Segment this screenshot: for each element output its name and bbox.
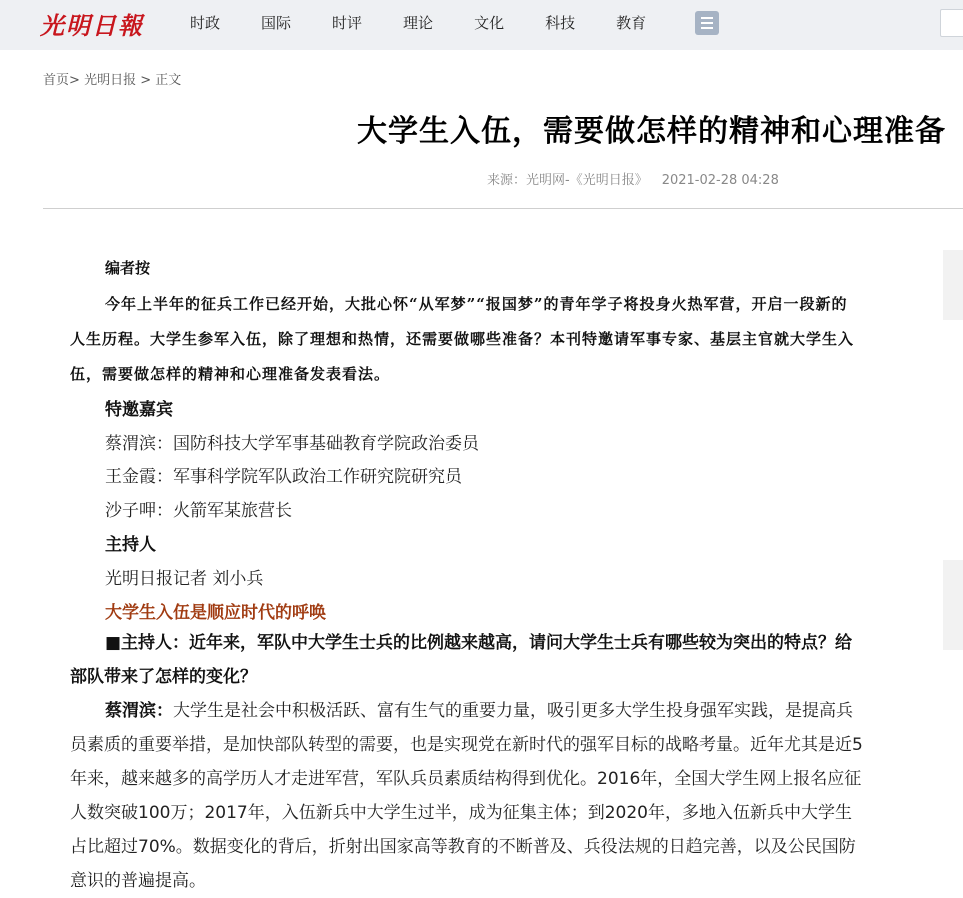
nav-item-culture[interactable]: 文化 — [474, 14, 505, 32]
answer-paragraph — [70, 694, 865, 898]
answer-text: 大学生是社会中积极活跃、富有生气的重要力量，吸引更多大学生投身强军实践，是提高兵员素质的重要举措，是加快部队转型的需要，也是实现党在新时代的强军目标的战略考量。近年尤其是近5年来，越来越多的高学历人才走进军营，军队兵员素质结构得到优化。2016年，全国大学生网上报名应征人数突破100万；2017年，入伍新兵中大学生过半，成为征集主体；到2020年，多地入伍新兵中大学生占比超过70%。数据变化的背后，折射出国家高等教育的不断普及、兵役法规的日趋完善，以及公民国防意识的普遍提高。 — [70, 701, 863, 891]
main-nav — [190, 12, 687, 33]
article-meta — [487, 169, 779, 188]
nav-item-international[interactable]: 国际 — [261, 14, 292, 32]
nav-item-education[interactable]: 教育 — [616, 14, 647, 32]
section-subheading: 大学生入伍是顺应时代的呼唤 — [105, 603, 326, 623]
nav-item-theory[interactable]: 理论 — [403, 14, 434, 32]
site-logo[interactable]: 光明日報 — [40, 11, 144, 40]
breadcrumb-current: 正文 — [155, 73, 182, 88]
editor-note: 今年上半年的征兵工作已经开始，大批心怀“从军梦”“报国梦”的青年学子将投身火热军营，开启一段新的人生历程。大学生参军入伍，除了理想和热情，还需要做哪些准备？本刊特邀请军事专家、基层主官就大学生入伍，需要做怎样的精神和心理准备发表看法。 — [70, 295, 855, 383]
nav-item-technology[interactable]: 科技 — [545, 14, 576, 32]
guests-heading: 特邀嘉宾 — [105, 400, 173, 420]
article-title: 大学生入伍，需要做怎样的精神和心理准备 — [357, 114, 946, 149]
answer-speaker: 蔡渭滨： — [105, 701, 173, 721]
guest-item: 王金霞：军事科学院军队政治工作研究院研究员 — [105, 467, 462, 487]
side-share-panel[interactable] — [943, 250, 963, 320]
guest-item: 蔡渭滨：国防科技大学军事基础教育学院政治委员 — [105, 434, 479, 454]
breadcrumb-separator: > — [69, 73, 80, 88]
breadcrumb-site[interactable]: 光明日报 — [84, 73, 137, 88]
nav-item-politics[interactable]: 时政 — [190, 14, 221, 32]
guest-item: 沙子呷：火箭军某旅营长 — [105, 501, 292, 521]
breadcrumb-separator: > — [140, 73, 152, 88]
article-source: 来源：光明网-《光明日报》 — [487, 173, 648, 188]
breadcrumb-home[interactable]: 首页 — [43, 73, 70, 88]
host-question: ■主持人：近年来，军队中大学生士兵的比例越来越高，请问大学生士兵有哪些较为突出的特点？给部队带来了怎样的变化？ — [70, 633, 853, 687]
top-navigation-bar — [0, 0, 963, 50]
menu-list-icon[interactable] — [695, 11, 719, 35]
side-tool-panel[interactable] — [943, 560, 963, 650]
header-divider — [43, 208, 963, 209]
nav-item-commentary[interactable]: 时评 — [332, 14, 363, 32]
host-heading: 主持人 — [105, 535, 156, 555]
breadcrumb — [43, 69, 181, 88]
article-date: 2021-02-28 04:28 — [661, 173, 779, 188]
editor-note-heading: 编者按 — [105, 259, 151, 277]
search-input[interactable] — [940, 9, 963, 37]
host-name: 光明日报记者 刘小兵 — [105, 569, 264, 589]
